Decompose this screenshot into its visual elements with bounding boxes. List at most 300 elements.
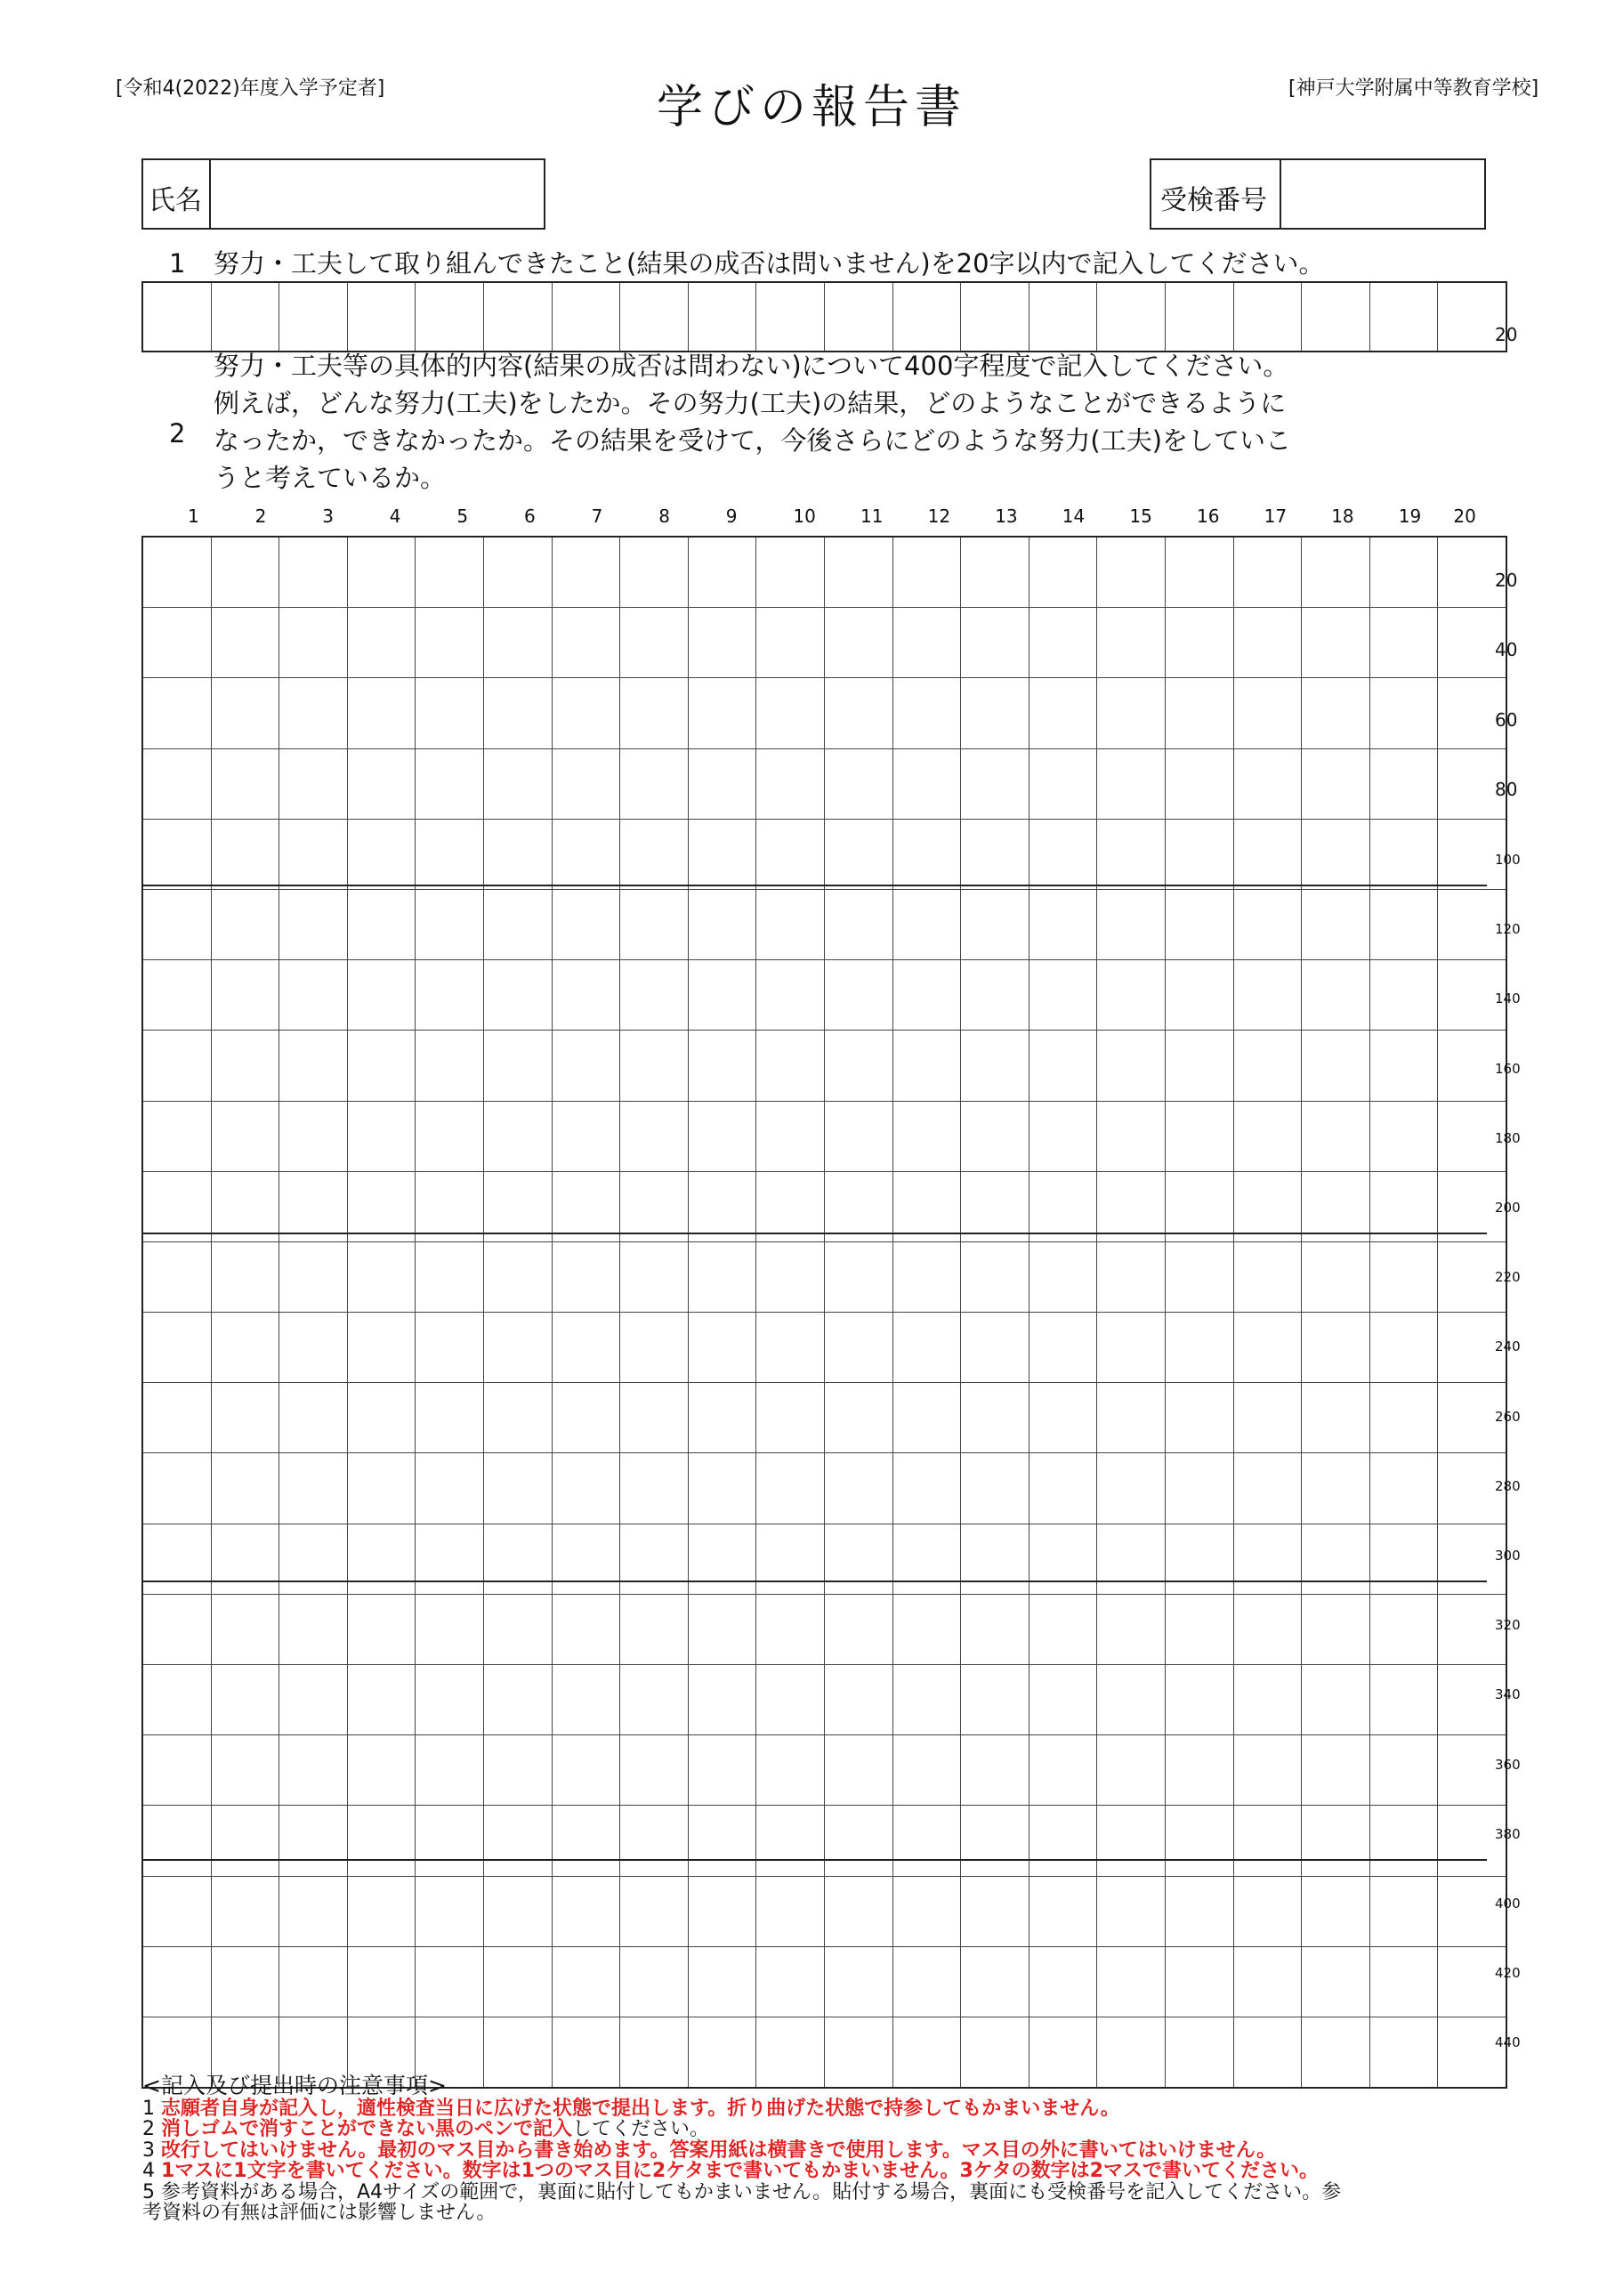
grid-cell[interactable] (416, 819, 484, 889)
grid-cell[interactable] (1369, 960, 1438, 1031)
grid-cell[interactable] (1369, 1241, 1438, 1312)
grid-cell[interactable] (1165, 537, 1233, 608)
grid-cell[interactable] (1097, 1171, 1166, 1241)
grid-cell[interactable] (1097, 1524, 1166, 1594)
grid-cell[interactable] (1165, 1806, 1233, 1876)
grid-cell[interactable] (961, 678, 1030, 748)
grid-cell[interactable] (961, 537, 1030, 608)
grid-cell[interactable] (1233, 1876, 1302, 1946)
grid-cell[interactable] (211, 678, 279, 748)
grid-cell[interactable] (142, 889, 211, 959)
grid-cell[interactable] (347, 608, 416, 678)
grid-cell[interactable] (620, 1806, 689, 1876)
grid-cell[interactable] (552, 1876, 620, 1946)
grid-cell[interactable] (1165, 889, 1233, 959)
grid-cell[interactable] (552, 1806, 620, 1876)
grid-cell[interactable] (211, 819, 279, 889)
grid-cell[interactable] (279, 1735, 348, 1806)
grid-cell[interactable] (620, 889, 689, 959)
grid-cell[interactable] (1165, 1524, 1233, 1594)
grid-cell[interactable] (211, 1594, 279, 1664)
grid-cell[interactable] (1165, 1735, 1233, 1806)
q1-cell[interactable] (756, 282, 825, 352)
grid-cell[interactable] (688, 608, 756, 678)
grid-cell[interactable] (552, 1453, 620, 1524)
grid-cell[interactable] (1233, 1101, 1302, 1171)
grid-cell[interactable] (1233, 1806, 1302, 1876)
grid-cell[interactable] (347, 678, 416, 748)
grid-cell[interactable] (756, 1876, 825, 1946)
grid-cell[interactable] (211, 960, 279, 1031)
grid-cell[interactable] (279, 1101, 348, 1171)
q1-cell[interactable] (1233, 282, 1302, 352)
grid-cell[interactable] (961, 1665, 1030, 1735)
grid-cell[interactable] (279, 819, 348, 889)
grid-cell[interactable] (347, 1453, 416, 1524)
grid-cell[interactable] (1029, 678, 1097, 748)
grid-cell[interactable] (620, 748, 689, 819)
grid-cell[interactable] (1369, 1171, 1438, 1241)
grid-cell[interactable] (1369, 1946, 1438, 2017)
grid-cell[interactable] (824, 1241, 892, 1312)
grid-cell[interactable] (483, 1383, 552, 1453)
grid-cell[interactable] (688, 1171, 756, 1241)
grid-cell[interactable] (142, 678, 211, 748)
grid-cell[interactable] (1029, 1313, 1097, 1383)
grid-cell[interactable] (756, 748, 825, 819)
grid-cell[interactable] (1029, 1806, 1097, 1876)
grid-cell[interactable] (552, 748, 620, 819)
grid-cell[interactable] (1165, 1453, 1233, 1524)
grid-cell[interactable] (1302, 1101, 1370, 1171)
grid-cell[interactable] (961, 1946, 1030, 2017)
q1-cell[interactable] (142, 282, 211, 352)
grid-cell[interactable] (142, 608, 211, 678)
grid-cell[interactable] (1302, 889, 1370, 959)
grid-cell[interactable] (279, 1031, 348, 1101)
grid-cell[interactable] (824, 1101, 892, 1171)
grid-cell[interactable] (552, 537, 620, 608)
grid-cell[interactable] (552, 608, 620, 678)
grid-cell[interactable] (211, 1313, 279, 1383)
grid-cell[interactable] (1097, 748, 1166, 819)
q1-cell[interactable] (620, 282, 689, 352)
grid-cell[interactable] (1302, 1524, 1370, 1594)
grid-cell[interactable] (1302, 1313, 1370, 1383)
grid-cell[interactable] (416, 1524, 484, 1594)
grid-cell[interactable] (416, 1594, 484, 1664)
grid-cell[interactable] (552, 1101, 620, 1171)
grid-cell[interactable] (279, 1665, 348, 1735)
grid-cell[interactable] (688, 1524, 756, 1594)
grid-cell[interactable] (347, 748, 416, 819)
grid-cell[interactable] (1097, 1101, 1166, 1171)
grid-cell[interactable] (824, 1735, 892, 1806)
grid-cell[interactable] (620, 1383, 689, 1453)
grid-cell[interactable] (347, 537, 416, 608)
grid-cell[interactable] (1029, 1524, 1097, 1594)
grid-cell[interactable] (1097, 1453, 1166, 1524)
grid-cell[interactable] (1233, 889, 1302, 959)
grid-cell[interactable] (961, 1594, 1030, 1664)
grid-cell[interactable] (142, 1594, 211, 1664)
grid-cell[interactable] (279, 1383, 348, 1453)
grid-cell[interactable] (1369, 1876, 1438, 1946)
grid-cell[interactable] (1165, 960, 1233, 1031)
grid-cell[interactable] (483, 1171, 552, 1241)
grid-cell[interactable] (620, 537, 689, 608)
grid-cell[interactable] (620, 960, 689, 1031)
q1-cell[interactable] (824, 282, 892, 352)
grid-cell[interactable] (961, 1171, 1030, 1241)
grid-cell[interactable] (892, 819, 961, 889)
q1-cell[interactable] (1302, 282, 1370, 352)
grid-cell[interactable] (1302, 537, 1370, 608)
grid-cell[interactable] (1029, 608, 1097, 678)
grid-cell[interactable] (211, 1031, 279, 1101)
grid-cell[interactable] (1233, 1031, 1302, 1101)
grid-cell[interactable] (961, 1101, 1030, 1171)
grid-cell[interactable] (347, 1031, 416, 1101)
grid-cell[interactable] (756, 1453, 825, 1524)
grid-cell[interactable] (416, 1876, 484, 1946)
grid-cell[interactable] (416, 1453, 484, 1524)
grid-cell[interactable] (279, 537, 348, 608)
grid-cell[interactable] (756, 1946, 825, 2017)
grid-cell[interactable] (1029, 1383, 1097, 1453)
grid-cell[interactable] (483, 1524, 552, 1594)
grid-cell[interactable] (620, 819, 689, 889)
grid-cell[interactable] (961, 1735, 1030, 1806)
exam-number-input[interactable] (1281, 160, 1484, 228)
grid-cell[interactable] (211, 1735, 279, 1806)
q1-cell[interactable] (416, 282, 484, 352)
grid-cell[interactable] (416, 1171, 484, 1241)
grid-cell[interactable] (1233, 1524, 1302, 1594)
grid-cell[interactable] (142, 1171, 211, 1241)
grid-cell[interactable] (1097, 889, 1166, 959)
grid-cell[interactable] (1029, 1241, 1097, 1312)
grid-cell[interactable] (892, 1101, 961, 1171)
grid-cell[interactable] (1165, 1665, 1233, 1735)
grid-cell[interactable] (1233, 1453, 1302, 1524)
grid-cell[interactable] (552, 1735, 620, 1806)
grid-cell[interactable] (1097, 1031, 1166, 1101)
grid-cell[interactable] (892, 960, 961, 1031)
grid-cell[interactable] (1302, 608, 1370, 678)
grid-cell[interactable] (279, 1876, 348, 1946)
grid-cell[interactable] (416, 1806, 484, 1876)
grid-cell[interactable] (416, 537, 484, 608)
grid-cell[interactable] (1302, 1031, 1370, 1101)
grid-cell[interactable] (1369, 1665, 1438, 1735)
grid-cell[interactable] (1369, 608, 1438, 678)
grid-cell[interactable] (620, 1665, 689, 1735)
grid-cell[interactable] (1029, 960, 1097, 1031)
grid-cell[interactable] (1165, 819, 1233, 889)
grid-cell[interactable] (1165, 748, 1233, 819)
grid-cell[interactable] (416, 608, 484, 678)
grid-cell[interactable] (1233, 1171, 1302, 1241)
grid-cell[interactable] (1165, 1946, 1233, 2017)
grid-cell[interactable] (688, 1453, 756, 1524)
grid-cell[interactable] (1165, 678, 1233, 748)
grid-cell[interactable] (1369, 1806, 1438, 1876)
grid-cell[interactable] (892, 1735, 961, 1806)
grid-cell[interactable] (1369, 678, 1438, 748)
grid-cell[interactable] (483, 1313, 552, 1383)
grid-cell[interactable] (1097, 1735, 1166, 1806)
grid-cell[interactable] (688, 1665, 756, 1735)
grid-cell[interactable] (756, 1735, 825, 1806)
grid-cell[interactable] (892, 1453, 961, 1524)
grid-cell[interactable] (416, 960, 484, 1031)
grid-cell[interactable] (1302, 1735, 1370, 1806)
grid-cell[interactable] (142, 1735, 211, 1806)
grid-cell[interactable] (892, 1031, 961, 1101)
grid-cell[interactable] (279, 748, 348, 819)
grid-cell[interactable] (756, 1171, 825, 1241)
grid-cell[interactable] (211, 1101, 279, 1171)
grid-cell[interactable] (961, 960, 1030, 1031)
q1-cell[interactable] (1369, 282, 1438, 352)
grid-cell[interactable] (620, 1313, 689, 1383)
grid-cell[interactable] (688, 819, 756, 889)
grid-cell[interactable] (688, 1876, 756, 1946)
grid-cell[interactable] (688, 537, 756, 608)
grid-cell[interactable] (347, 1171, 416, 1241)
grid-cell[interactable] (483, 608, 552, 678)
grid-cell[interactable] (756, 1524, 825, 1594)
q2-answer-grid[interactable] (141, 536, 1507, 2089)
grid-cell[interactable] (688, 889, 756, 959)
grid-cell[interactable] (824, 1453, 892, 1524)
grid-cell[interactable] (483, 889, 552, 959)
grid-cell[interactable] (756, 1031, 825, 1101)
grid-cell[interactable] (824, 1665, 892, 1735)
grid-cell[interactable] (620, 678, 689, 748)
grid-cell[interactable] (892, 1876, 961, 1946)
grid-cell[interactable] (1233, 1735, 1302, 1806)
grid-cell[interactable] (1302, 1383, 1370, 1453)
grid-cell[interactable] (279, 1453, 348, 1524)
grid-cell[interactable] (688, 1946, 756, 2017)
grid-cell[interactable] (824, 678, 892, 748)
grid-cell[interactable] (892, 1594, 961, 1664)
grid-cell[interactable] (688, 678, 756, 748)
grid-cell[interactable] (552, 1313, 620, 1383)
grid-cell[interactable] (552, 1946, 620, 2017)
grid-cell[interactable] (552, 1031, 620, 1101)
grid-cell[interactable] (483, 1031, 552, 1101)
grid-cell[interactable] (1029, 1453, 1097, 1524)
grid-cell[interactable] (347, 1524, 416, 1594)
q1-cell[interactable] (1165, 282, 1233, 352)
grid-cell[interactable] (347, 960, 416, 1031)
grid-cell[interactable] (756, 678, 825, 748)
grid-cell[interactable] (142, 748, 211, 819)
grid-cell[interactable] (1029, 1101, 1097, 1171)
grid-cell[interactable] (892, 1524, 961, 1594)
grid-cell[interactable] (756, 1806, 825, 1876)
grid-cell[interactable] (756, 1241, 825, 1312)
grid-cell[interactable] (1438, 1946, 1506, 2017)
grid-cell[interactable] (1302, 1806, 1370, 1876)
grid-cell[interactable] (279, 1524, 348, 1594)
grid-cell[interactable] (211, 1524, 279, 1594)
grid-cell[interactable] (211, 1806, 279, 1876)
grid-cell[interactable] (1097, 1241, 1166, 1312)
grid-cell[interactable] (483, 1876, 552, 1946)
grid-cell[interactable] (1097, 1806, 1166, 1876)
grid-cell[interactable] (688, 1806, 756, 1876)
grid-cell[interactable] (279, 1946, 348, 2017)
grid-cell[interactable] (688, 1031, 756, 1101)
grid-cell[interactable] (756, 1665, 825, 1735)
grid-cell[interactable] (824, 960, 892, 1031)
grid-cell[interactable] (961, 1241, 1030, 1312)
grid-cell[interactable] (416, 1665, 484, 1735)
q1-cell[interactable] (961, 282, 1030, 352)
grid-cell[interactable] (620, 1453, 689, 1524)
grid-cell[interactable] (688, 748, 756, 819)
grid-cell[interactable] (1302, 1946, 1370, 2017)
grid-cell[interactable] (892, 1806, 961, 1876)
grid-cell[interactable] (552, 1171, 620, 1241)
grid-cell[interactable] (756, 819, 825, 889)
grid-cell[interactable] (824, 1594, 892, 1664)
grid-cell[interactable] (1369, 537, 1438, 608)
grid-cell[interactable] (416, 1241, 484, 1312)
grid-cell[interactable] (347, 889, 416, 959)
name-input[interactable] (211, 160, 544, 228)
grid-cell[interactable] (1029, 1946, 1097, 2017)
grid-cell[interactable] (1369, 889, 1438, 959)
grid-cell[interactable] (961, 1383, 1030, 1453)
grid-cell[interactable] (1233, 678, 1302, 748)
q1-cell[interactable] (279, 282, 348, 352)
grid-cell[interactable] (756, 1313, 825, 1383)
grid-cell[interactable] (824, 748, 892, 819)
grid-cell[interactable] (347, 1241, 416, 1312)
grid-cell[interactable] (142, 1876, 211, 1946)
grid-cell[interactable] (416, 1383, 484, 1453)
grid-cell[interactable] (483, 748, 552, 819)
grid-cell[interactable] (620, 1241, 689, 1312)
grid-cell[interactable] (347, 1806, 416, 1876)
grid-cell[interactable] (1097, 1594, 1166, 1664)
grid-cell[interactable] (620, 1524, 689, 1594)
grid-cell[interactable] (824, 1171, 892, 1241)
grid-cell[interactable] (142, 1031, 211, 1101)
grid-cell[interactable] (1369, 1031, 1438, 1101)
grid-cell[interactable] (211, 1453, 279, 1524)
grid-cell[interactable] (483, 819, 552, 889)
grid-cell[interactable] (688, 1313, 756, 1383)
grid-cell[interactable] (347, 1665, 416, 1735)
grid-cell[interactable] (961, 1453, 1030, 1524)
grid-cell[interactable] (347, 1383, 416, 1453)
grid-cell[interactable] (620, 1101, 689, 1171)
grid-cell[interactable] (552, 1383, 620, 1453)
grid-cell[interactable] (347, 1101, 416, 1171)
q1-cell[interactable] (1029, 282, 1097, 352)
grid-cell[interactable] (279, 960, 348, 1031)
grid-cell[interactable] (211, 1383, 279, 1453)
grid-cell[interactable] (892, 537, 961, 608)
grid-cell[interactable] (211, 1171, 279, 1241)
grid-cell[interactable] (892, 1946, 961, 2017)
grid-cell[interactable] (824, 608, 892, 678)
grid-cell[interactable] (1302, 678, 1370, 748)
grid-cell[interactable] (961, 1806, 1030, 1876)
grid-cell[interactable] (483, 1241, 552, 1312)
grid-cell[interactable] (1302, 960, 1370, 1031)
grid-cell[interactable] (416, 889, 484, 959)
grid-cell[interactable] (756, 1594, 825, 1664)
grid-cell[interactable] (142, 1806, 211, 1876)
grid-cell[interactable] (756, 960, 825, 1031)
grid-cell[interactable] (961, 1524, 1030, 1594)
grid-cell[interactable] (1302, 1241, 1370, 1312)
grid-cell[interactable] (1165, 1031, 1233, 1101)
grid-cell[interactable] (142, 1241, 211, 1312)
q1-cell[interactable] (892, 282, 961, 352)
grid-cell[interactable] (961, 889, 1030, 959)
grid-cell[interactable] (688, 1241, 756, 1312)
grid-cell[interactable] (1029, 1171, 1097, 1241)
grid-cell[interactable] (1369, 1383, 1438, 1453)
grid-cell[interactable] (1097, 608, 1166, 678)
grid-cell[interactable] (961, 1876, 1030, 1946)
grid-cell[interactable] (1233, 748, 1302, 819)
grid-cell[interactable] (1029, 537, 1097, 608)
grid-cell[interactable] (483, 1806, 552, 1876)
q1-cell[interactable] (483, 282, 552, 352)
grid-cell[interactable] (552, 1241, 620, 1312)
grid-cell[interactable] (756, 889, 825, 959)
grid-cell[interactable] (483, 1665, 552, 1735)
grid-cell[interactable] (483, 1594, 552, 1664)
grid-cell[interactable] (1029, 1876, 1097, 1946)
grid-cell[interactable] (279, 1171, 348, 1241)
grid-cell[interactable] (552, 1665, 620, 1735)
grid-cell[interactable] (1369, 819, 1438, 889)
grid-cell[interactable] (688, 1735, 756, 1806)
grid-cell[interactable] (483, 678, 552, 748)
grid-cell[interactable] (347, 819, 416, 889)
grid-cell[interactable] (1302, 1594, 1370, 1664)
grid-cell[interactable] (142, 1946, 211, 2017)
grid-cell[interactable] (552, 889, 620, 959)
grid-cell[interactable] (1097, 537, 1166, 608)
grid-cell[interactable] (1097, 1946, 1166, 2017)
grid-cell[interactable] (1369, 1735, 1438, 1806)
grid-cell[interactable] (416, 1735, 484, 1806)
q1-cell[interactable] (688, 282, 756, 352)
grid-cell[interactable] (142, 1313, 211, 1383)
grid-cell[interactable] (1369, 748, 1438, 819)
grid-cell[interactable] (892, 1241, 961, 1312)
q1-cell[interactable] (211, 282, 279, 352)
grid-cell[interactable] (824, 1876, 892, 1946)
grid-cell[interactable] (279, 608, 348, 678)
grid-cell[interactable] (824, 1946, 892, 2017)
grid-cell[interactable] (824, 889, 892, 959)
grid-cell[interactable] (416, 1313, 484, 1383)
grid-cell[interactable] (416, 748, 484, 819)
grid-cell[interactable] (1097, 1383, 1166, 1453)
